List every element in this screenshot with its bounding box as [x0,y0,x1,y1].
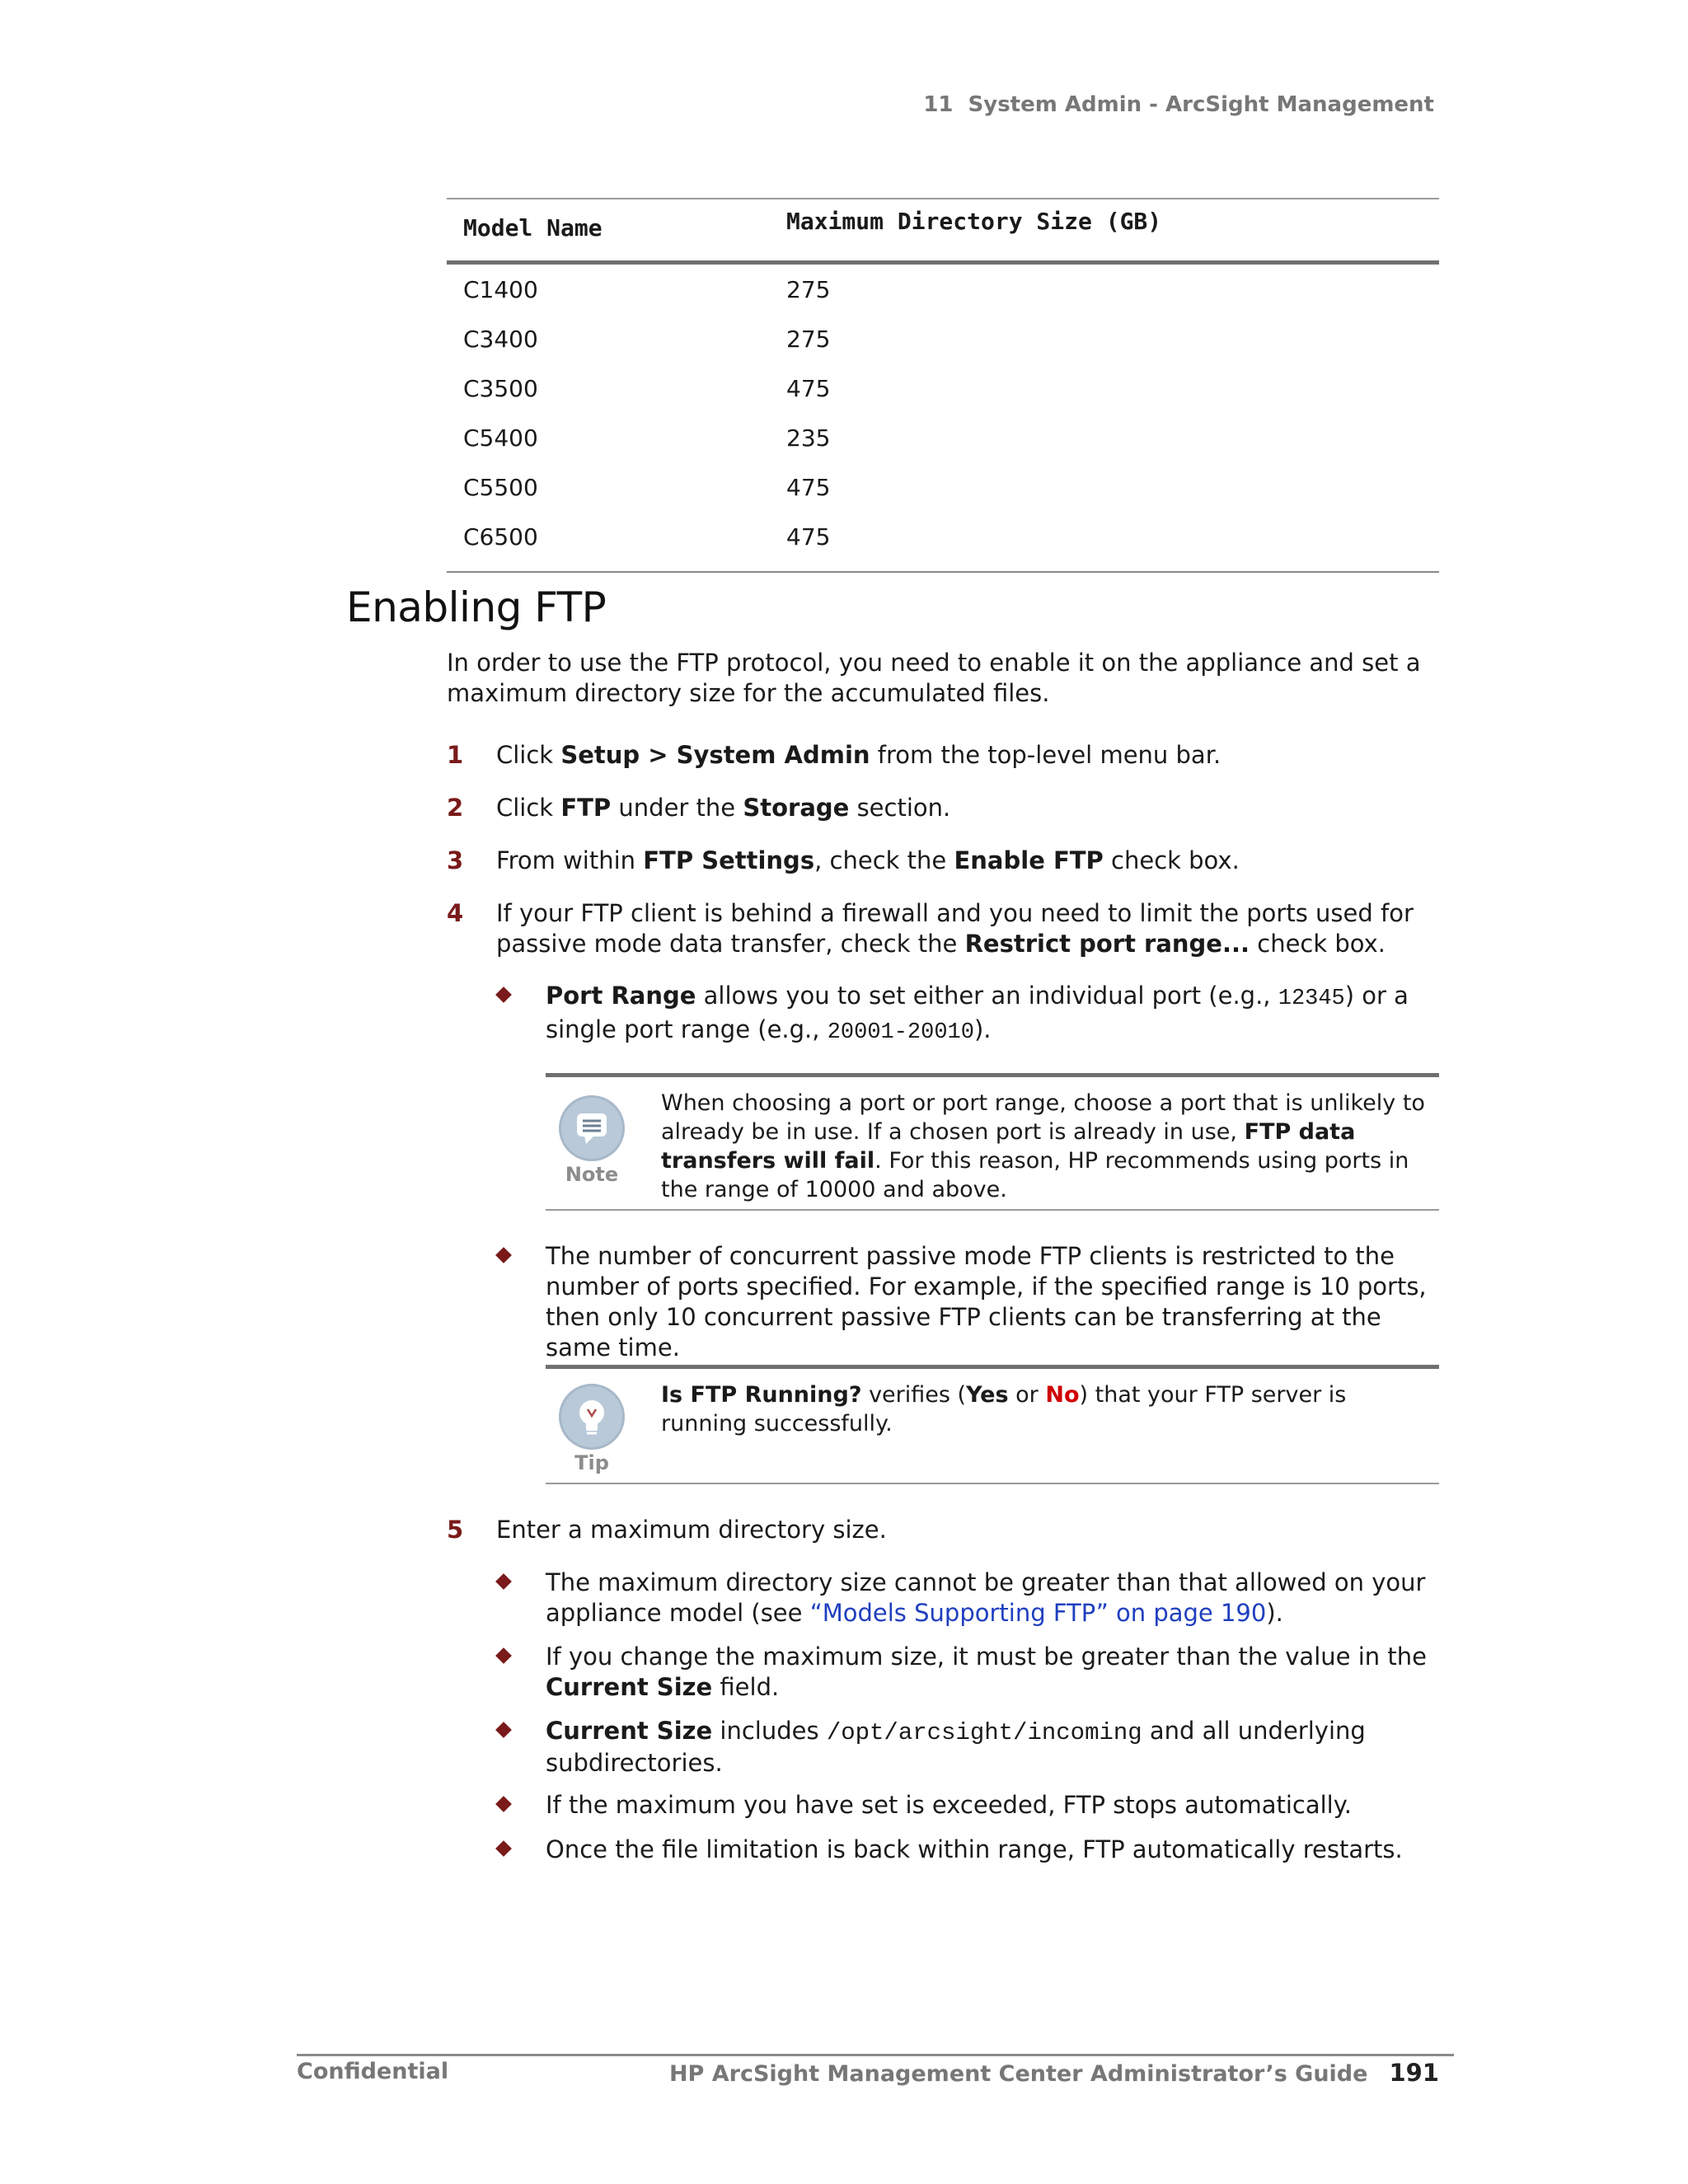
cell-model: C5500 [463,474,538,501]
cell-size: 235 [786,424,831,452]
code-text: 20001-20010 [827,1020,974,1045]
table-row [447,512,1439,561]
text-run: from the top-level menu bar. [870,741,1221,769]
models-table [447,198,1439,573]
ui-term: Port Range [546,982,696,1010]
text-run: verifies ( [861,1382,967,1408]
speech-bubble-icon [561,1098,622,1159]
page-number: 191 [1389,2059,1439,2087]
cell-size: 275 [786,326,831,353]
text-run: and all underlying subdirectories. [546,1717,1366,1777]
tip-callout [546,1365,1439,1484]
note-label: Note [565,1163,619,1186]
diamond-bullet-icon [495,1796,512,1812]
cell-model: C3400 [463,326,538,353]
text-run: check box. [1103,846,1240,874]
text-run: If you change the maximum size, it must be greater than the value in the [546,1643,1427,1671]
bullet-text [546,1642,1436,1703]
text-run: ). [1266,1599,1283,1627]
bullet-text [546,1716,1436,1779]
ui-term: FTP [560,794,612,822]
ui-term: Is FTP Running? [661,1382,862,1408]
section-title: Enabling FTP [346,583,607,631]
diamond-bullet-icon [495,987,512,1003]
table-row [447,413,1439,462]
lightbulb-icon [561,1386,622,1447]
step-text [496,740,1436,771]
menu-path: Setup > System Admin [560,741,870,769]
text-run: under the [611,794,743,822]
text-run: Click [496,741,561,769]
text-run: , check the [814,846,954,874]
diamond-bullet-icon [495,1647,512,1664]
footer-confidential: Confidential [297,2059,449,2084]
cell-model: C5400 [463,424,538,452]
column-header-size: Maximum Directory Size (GB) [786,208,1162,235]
bullet-text: If the maximum you have set is exceeded, FTP stops automatically. [546,1791,1352,1819]
code-text: /opt/arcsight/incoming [826,1719,1142,1746]
yes-value: Yes [966,1382,1009,1408]
chapter-number: 11 [923,92,954,117]
text-run: When choosing a port or port range, choose a port that is unlikely to already be in use. If a chosen port is already in use, [661,1090,1425,1145]
section-intro: In order to use the FTP protocol, you need to enable it on the appliance and set a maximum directory size for the accumulated files. [447,649,1421,707]
bullet-text [546,1568,1436,1629]
no-value: No [1045,1382,1080,1408]
table-header-row [447,199,1439,265]
cell-size: 275 [786,276,831,303]
text-run: If your FTP client is behind a firewall and you need to limit the ports used for passive mode data transfer, check the [496,899,1414,958]
column-header-model: Model Name [463,214,603,241]
ui-term: FTP Settings [643,846,815,874]
table-row [447,462,1439,512]
step-text: Enter a maximum directory size. [496,1516,887,1544]
text-run: allows you to set either an individual port (e.g., [696,982,1278,1010]
text-run: or [1008,1382,1046,1408]
text-run: section. [849,794,951,822]
bullet-text: Once the file limitation is back within range, FTP automatically restarts. [546,1835,1403,1863]
guide-title: HP ArcSight Management Center Administrator’s Guide [668,2061,1368,2087]
tip-label: Tip [574,1451,609,1474]
bullet-text [546,981,1436,1048]
text-run: ) that your FTP server is running successfully. [661,1382,1347,1436]
note-icon-badge [559,1095,625,1161]
tip-icon-badge [559,1384,625,1450]
text-run: field. [712,1673,780,1701]
step-number: 4 [447,899,464,927]
footer-guide-title [669,2059,1439,2087]
chapter-title: System Admin - ArcSight Management [968,92,1434,117]
emphasis: FTP data transfers will fail [661,1119,1356,1174]
step-number: 3 [447,846,464,874]
text-run: The maximum directory size cannot be greater than that allowed on your appliance model (see [546,1568,1426,1627]
text-run: includes [712,1717,827,1745]
step-text [496,898,1436,959]
text-run: ). [973,1015,992,1043]
cell-size: 475 [786,474,831,501]
text-run: Click [496,794,561,822]
footer-divider [297,2054,1454,2056]
step-text [496,846,1436,876]
text-run: ) or a single port range (e.g., [546,982,1409,1043]
text-run: From within [496,846,644,874]
table-row [447,314,1439,363]
ui-term: Storage [743,794,850,822]
cell-size: 475 [786,523,831,551]
note-text [661,1089,1428,1204]
diamond-bullet-icon [495,1840,512,1857]
step-number: 2 [447,794,464,822]
diamond-bullet-icon [495,1722,512,1738]
cell-size: 475 [786,375,831,402]
text-run: . For this reason, HP recommends using ports in the range of 10000 and above. [661,1148,1409,1202]
diamond-bullet-icon [495,1247,512,1263]
note-icon [559,1095,625,1186]
ui-term: Current Size [546,1717,713,1745]
code-text: 12345 [1278,987,1345,1011]
cell-model: C1400 [463,276,538,303]
diamond-bullet-icon [495,1573,512,1590]
bullet-text: The number of concurrent passive mode FTP clients is restricted to the number of ports specified. For example, if the specified range is 10 ports, then only 10 concurrent passive FTP clients can be transferring at the same time. [546,1242,1427,1361]
step-number: 5 [447,1516,464,1544]
ui-term: Enable FTP [954,846,1104,874]
tip-text [661,1380,1428,1438]
table-body [447,265,1439,573]
cell-model: C3500 [463,375,538,402]
step-text [496,793,1436,823]
step-number: 1 [447,741,464,769]
ui-term: Restrict port range... [964,930,1250,958]
table-row [447,363,1439,413]
note-callout [546,1073,1439,1211]
cell-model: C6500 [463,523,538,551]
text-run: check box. [1250,930,1386,958]
table-row [447,265,1439,314]
tip-icon [559,1384,625,1474]
running-header [923,92,1434,117]
cross-reference-link[interactable]: “Models Supporting FTP” on page 190 [809,1599,1267,1627]
ui-term: Current Size [546,1673,713,1701]
